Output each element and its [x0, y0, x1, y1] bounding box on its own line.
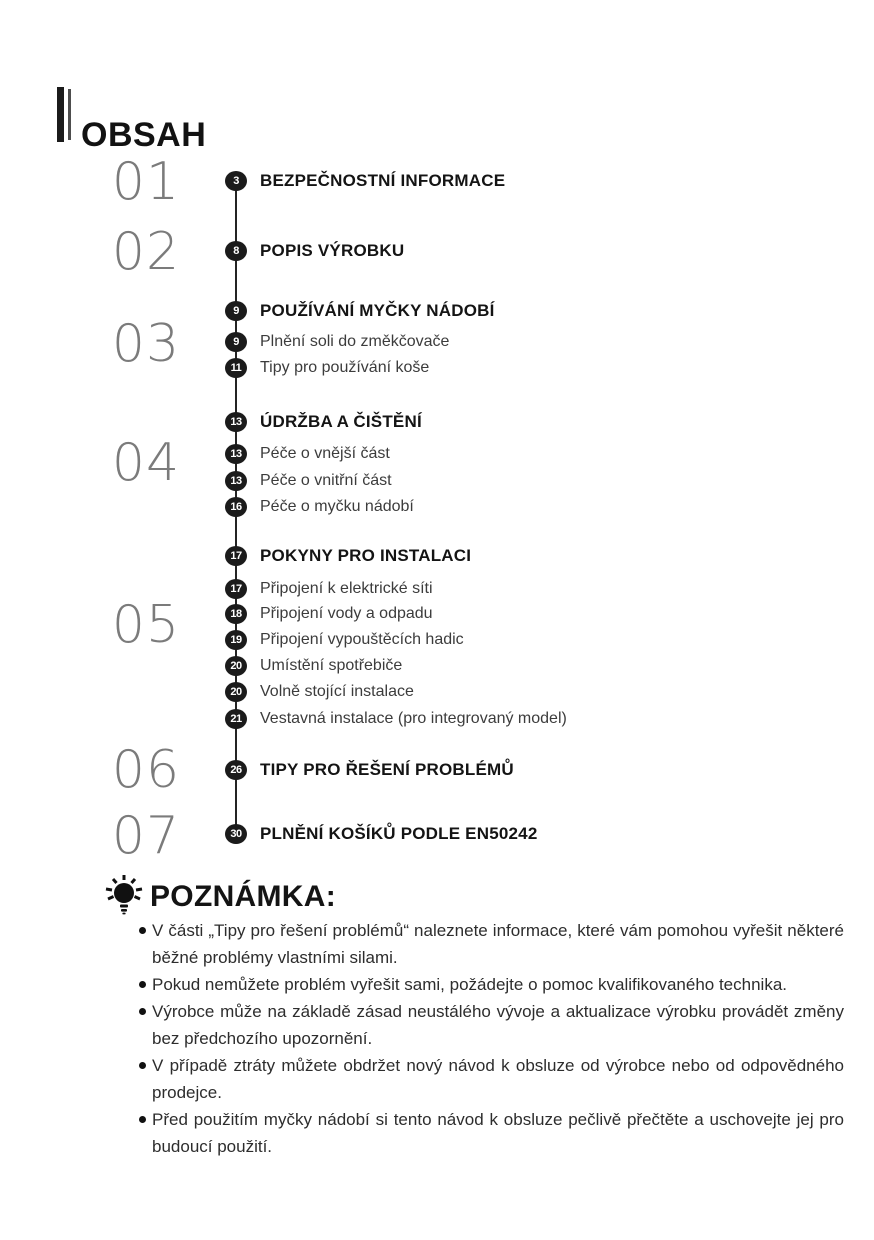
toc-entry — [225, 240, 404, 262]
toc-entry-label: Péče o myčku nádobí — [260, 498, 414, 515]
note-bullet-list — [138, 917, 844, 1160]
toc-entry-label: Volně stojící instalace — [260, 683, 414, 700]
page-title: OBSAH — [81, 115, 207, 154]
toc-entry — [225, 496, 414, 518]
lightbulb-icon — [104, 874, 144, 916]
toc-entry-label: POPIS VÝROBKU — [260, 241, 405, 260]
toc-entry — [225, 545, 471, 567]
page-number-badge: 20 — [225, 682, 247, 702]
toc-entry-label: Péče o vnější část — [260, 445, 390, 462]
toc-entry — [225, 411, 422, 433]
toc-entry — [225, 443, 390, 465]
note-bullet: Výrobce může na základě zásad neustálého vývoje a aktualizace výrobku provádět změny bez předchozího upozornění. — [138, 998, 844, 1052]
toc-entry — [225, 823, 537, 845]
section-number-05: 05 — [111, 595, 181, 655]
toc-entry-label: POUŽÍVÁNÍ MYČKY NÁDOBÍ — [260, 301, 495, 320]
toc-entry-label: Plnění soli do změkčovače — [260, 333, 450, 350]
section-number-07: 07 — [111, 806, 181, 866]
page-number-badge: 9 — [225, 332, 247, 352]
page-number-badge: 17 — [225, 546, 247, 566]
toc-entry-label: Péče o vnitřní část — [260, 472, 392, 489]
page-number-badge: 13 — [225, 412, 247, 432]
toc-entry-label: BEZPEČNOSTNÍ INFORMACE — [260, 171, 506, 190]
section-number-01: 01 — [111, 152, 181, 212]
toc-entry-label: POKYNY PRO INSTALACI — [260, 546, 472, 565]
toc-entry-label: Připojení k elektrické síti — [260, 580, 433, 597]
toc-entry-label: Umístění spotřebiče — [260, 657, 403, 674]
toc-entry — [225, 655, 402, 677]
section-number-06: 06 — [111, 740, 181, 800]
note-bullet: Pokud nemůžete problém vyřešit sami, požádejte o pomoc kvalifikovaného technika. — [138, 971, 844, 998]
toc-entry-label: Vestavná instalace (pro integrovaný model) — [260, 710, 567, 727]
toc-entry — [225, 170, 505, 192]
page-number-badge: 11 — [225, 358, 247, 378]
page-number-badge: 9 — [225, 301, 247, 321]
toc-entry-label: ÚDRŽBA A ČIŠTĚNÍ — [260, 412, 422, 431]
note-bullet: V případě ztráty můžete obdržet nový návod k obsluze od výrobce nebo od odpovědného prodejce. — [138, 1052, 844, 1106]
toc-entry-label: TIPY PRO ŘEŠENÍ PROBLÉMŮ — [260, 760, 514, 779]
toc-entry-label: Připojení vypouštěcích hadic — [260, 631, 464, 648]
page-number-badge: 18 — [225, 604, 247, 624]
toc-entry — [225, 578, 433, 600]
section-number-04: 04 — [111, 433, 181, 493]
toc-entry-label: Tipy pro používání koše — [260, 359, 430, 376]
page-number-badge: 16 — [225, 497, 247, 517]
page-number-badge: 26 — [225, 760, 247, 780]
page-number-badge: 19 — [225, 630, 247, 650]
toc-entry-label: PLNĚNÍ KOŠÍKŮ PODLE EN50242 — [260, 824, 538, 843]
page-number-badge: 17 — [225, 579, 247, 599]
note-heading: POZNÁMKA: — [150, 880, 337, 913]
toc-entry — [225, 470, 392, 492]
toc-entry — [225, 759, 514, 781]
section-number-03: 03 — [111, 314, 181, 374]
page-number-badge: 3 — [225, 171, 247, 191]
toc-entry — [225, 357, 429, 379]
page-number-badge: 13 — [225, 471, 247, 491]
page-number-badge: 30 — [225, 824, 247, 844]
toc-entry — [225, 629, 464, 651]
page-number-badge: 20 — [225, 656, 247, 676]
toc-entry-label: Připojení vody a odpadu — [260, 605, 433, 622]
page-number-badge: 13 — [225, 444, 247, 464]
toc-entry — [225, 331, 449, 353]
title-accent-bar — [57, 87, 64, 142]
toc-entry — [225, 300, 495, 322]
note-bullet: Před použitím myčky nádobí si tento návod k obsluze pečlivě přečtěte a uschovejte jej pro budoucí použití. — [138, 1106, 844, 1160]
title-accent-bar-thin — [68, 89, 71, 140]
toc-entry — [225, 603, 433, 625]
toc-entry — [225, 681, 414, 703]
page-number-badge: 8 — [225, 241, 247, 261]
section-number-02: 02 — [111, 222, 181, 282]
note-bullet: V části „Tipy pro řešení problémů“ naleznete informace, které vám pomohou vyřešit některé běžné problémy vlastními silami. — [138, 917, 844, 971]
page-number-badge: 21 — [225, 709, 247, 729]
toc-entry — [225, 708, 567, 730]
